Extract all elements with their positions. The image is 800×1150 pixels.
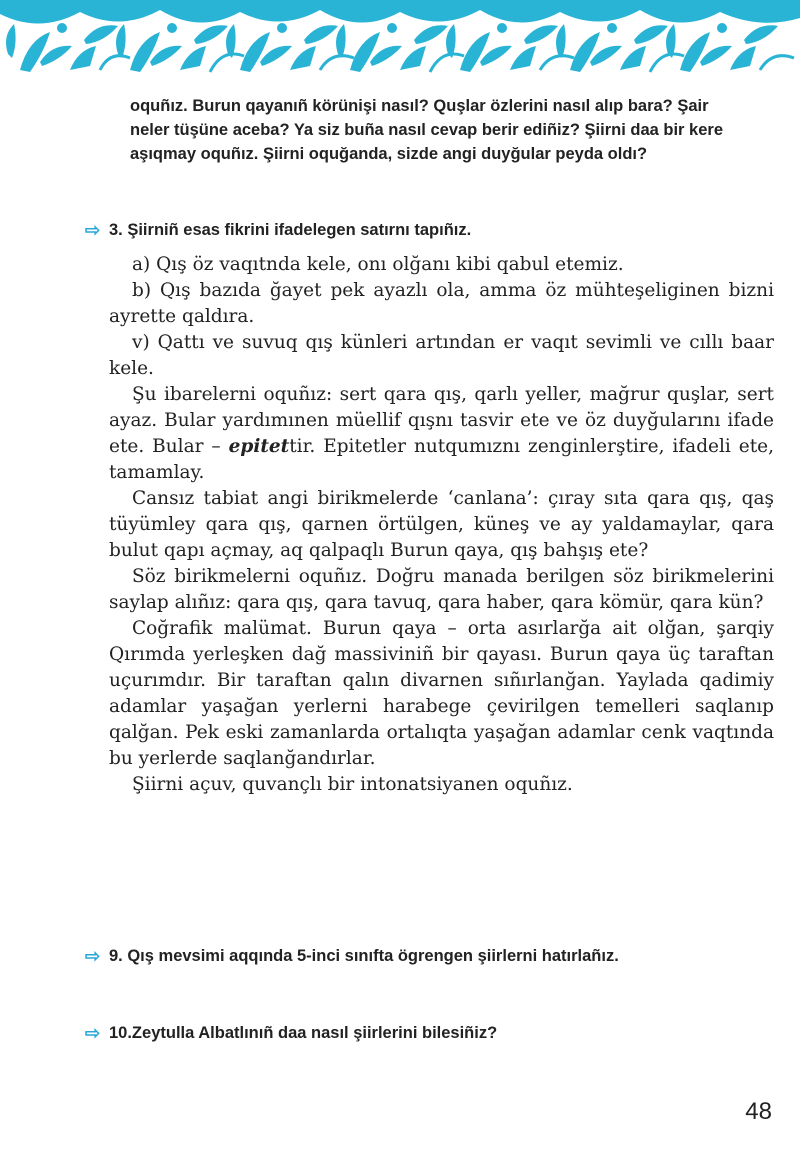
body-text (109, 252, 774, 798)
option-a: a) Qış öz vaqıtnda kele, onı olğanı kibi qabul etemiz. (132, 254, 624, 275)
option-v: v) Qattı ve suvuq qış künleri artından er vaqıt sevimli ve cıllı baar kele. (109, 332, 774, 379)
intro-question: oquñız. Burun qayanıñ körünişi nasıl? Quşlar özlerini nasıl alıp bara? Şair neler tüşüne aceba? Ya siz buña nasıl cevap berir ediñiz? Şiirni daa bir kere aşıqmay oquñız. Şiirni oquğanda, sizde angi duyğular peyda oldı? (130, 97, 724, 163)
page-number: 48 (745, 1098, 772, 1125)
arrow-right-icon: ⇨ (85, 946, 101, 966)
arrow-right-icon: ⇨ (85, 220, 101, 240)
option-b: b) Qış bazıda ğayet pek ayazlı ola, amma öz mühteşeliginen bizni ayrette qaldıra. (109, 280, 774, 327)
question-3: ⇨ 3. Şiirniñ esas fikrini ifadelegen satırnı tapıñız. (85, 220, 472, 240)
paragraph-soz: Söz birikmelerni oquñız. Doğru manada berilgen söz birikmelerini saylap alıñız: qara qış, qara tavuq, qara haber, qara kömür, qara kün? (109, 566, 774, 613)
paragraph-epitet: Şu ibarelerni oquñız: sert qara qış, qarlı yeller, mağrur quşlar, sert ayaz. Bular yardımınen müellif qışnı tasvir ete ve öz duyğularını ifade ete. Bular – epitettir. Epitetler nutqumıznı zenginlerştire, ifadeli ete, tamamlay. (109, 384, 774, 483)
question-9: ⇨ 9. Qış mevsimi aqqında 5-inci sınıfta ögrengen şiirlerni hatırlañız. (85, 946, 619, 966)
question-10: ⇨ 10.Zeytulla Albatlınıñ daa nasıl şiirlerini bilesiñiz? (85, 1023, 498, 1043)
decorative-floral-border (0, 0, 800, 80)
epitet-term: epitet (228, 436, 290, 457)
paragraph-siirni: Şiirni açuv, quvançlı bir intonatsiyanen oquñız. (132, 774, 573, 795)
paragraph-cansiz: Cansız tabiat angi birikmelerde ‘canlana’: çıray sıta qara qış, qaş tüyümley qara qış, qarnen örtülgen, küneş ve ay yaldamaylar, qara bulut qapı açmay, aq qalpaqlı Burun qaya, qış bahşış ete? (109, 488, 774, 561)
arrow-right-icon: ⇨ (85, 1023, 101, 1043)
paragraph-cografik: Coğrafik malümat. Burun qaya – orta asırlarğa ait olğan, şarqiy Qırımda yerleşken dağ massiviniñ bir qayası. Burun qaya üç taraftan uçurımdır. Bir taraftan qalın divarnen sıñırlanğan. Yaylada qadimiy adamlar yaşağan yerlerni harabege çevirilgen temelleri saqlanıp qalğan. Pek eski zamanlarda ortalıqta yaşağan adamlar cenk vaqtında bu yerlerde saqlanğandırlar. (109, 618, 774, 769)
